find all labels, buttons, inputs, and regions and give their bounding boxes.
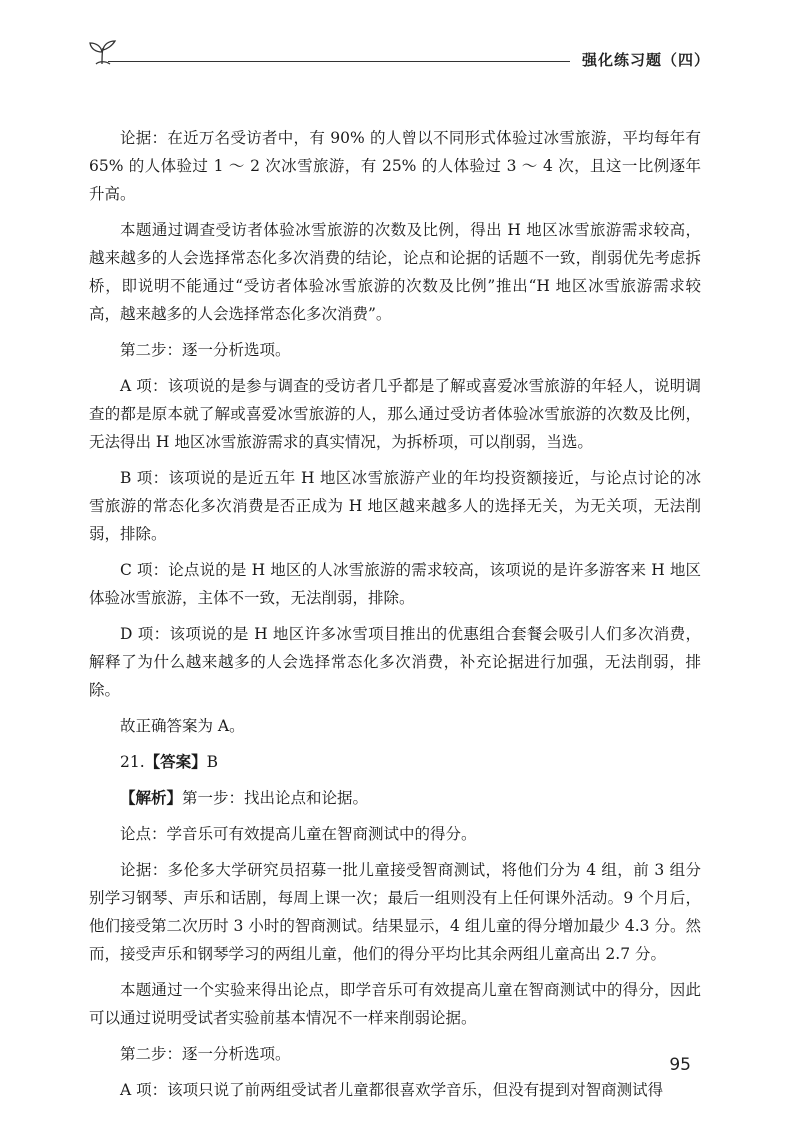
paragraph: 论据：在近万名受访者中，有 90% 的人曾以不同形式体验过冰雪旅游，平均每年有 65% 的人体验过 1 ～ 2 次冰雪旅游，有 25% 的人体验过 3 ～ 4 次，且这一比例逐年升高。 (89, 129, 701, 203)
question-number: 21. (120, 753, 145, 771)
paragraph: 第二步：逐一分析选项。 (120, 341, 291, 359)
sprout-icon (88, 40, 118, 66)
analysis-label: 【解析】 (120, 788, 183, 807)
section-title: 强化练习题（四） (581, 51, 710, 69)
page-number: 95 (669, 1055, 691, 1075)
paragraph: D 项：该项说的是 H 地区许多冰雪项目推出的优惠组合套餐会吸引人们多次消费，解释了为什么越来越多的人会选择常态化多次消费，补充论据进行加强，无法削弱，排除。 (89, 625, 701, 699)
paragraph: A 项：该项说的是参与调查的受访者几乎都是了解或喜爱冰雪旅游的年轻人，说明调查的都是原本就了解或喜爱冰雪旅游的人，那么通过受访者体验冰雪旅游的次数及比例，无法得出 H 地区冰雪旅游需求的真实情况，为拆桥项，可以削弱，当选。 (89, 377, 701, 451)
paragraph: B 项：该项说的是近五年 H 地区冰雪旅游产业的年均投资额接近，与论点讨论的冰雪旅游的常态化多次消费是否正成为 H 地区越来越多人的选择无关，为无关项，无法削弱，排除。 (89, 469, 701, 543)
answer-line (89, 748, 701, 776)
paragraph: 本题通过一个实验来得出论点，即学音乐可有效提高儿童在智商测试中的得分，因此可以通过说明受试者实验前基本情况不一样来削弱论据。 (89, 981, 701, 1027)
header-rule (108, 61, 570, 62)
page-body (89, 124, 701, 1112)
answer-label: 【答案】 (144, 752, 207, 771)
paragraph: 第二步：逐一分析选项。 (120, 1045, 291, 1063)
paragraph: C 项：论点说的是 H 地区的人冰雪旅游的需求较高，该项说的是许多游客来 H 地区体验冰雪旅游，主体不一致，无法削弱，排除。 (89, 561, 701, 607)
page-header (88, 36, 710, 80)
analysis-text: 第一步：找出论点和论据。 (182, 789, 369, 807)
paragraph: 本题通过调查受访者体验冰雪旅游的次数及比例，得出 H 地区冰雪旅游需求较高，越来越多的人会选择常态化多次消费的结论，论点和论据的话题不一致，削弱优先考虑拆桥，即说明不能通过“受访者体验冰雪旅游的次数及比例”推出“H 地区冰雪旅游需求较高，越来越多的人会选择常态化多次消费”。 (89, 221, 701, 323)
paragraph: 故正确答案为 A。 (120, 717, 245, 735)
paragraph: A 项：该项只说了前两组受试者儿童都很喜欢学音乐，但没有提到对智商测试得 (120, 1081, 664, 1099)
paragraph: 论点：学音乐可有效提高儿童在智商测试中的得分。 (120, 825, 477, 843)
answer-value: B (206, 753, 219, 771)
analysis-line (89, 784, 701, 812)
paragraph: 论据：多伦多大学研究员招募一批儿童接受智商测试，将他们分为 4 组，前 3 组分别学习钢琴、声乐和话剧，每周上课一次；最后一组则没有上任何课外活动。9 个月后，他们接受第二次历时 3 小时的智商测试。结果显示，4 组儿童的得分增加最少 4.3 分。然而，接受声乐和钢琴学习的两组儿童，他们的得分平均比其余两组儿童高出 2.7 分。 (89, 861, 701, 963)
